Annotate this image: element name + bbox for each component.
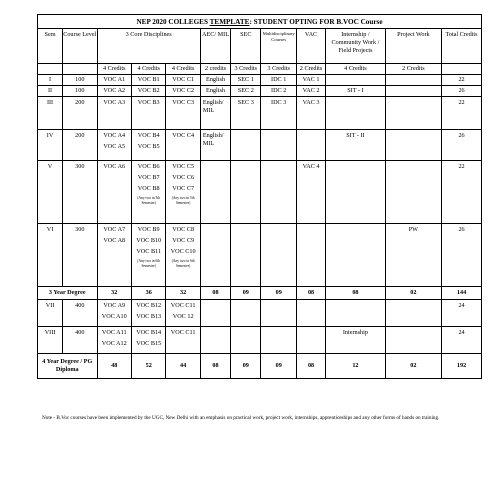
cell-sec: 09 <box>231 354 261 379</box>
cell-core-a: VOC A6 <box>97 161 131 224</box>
credit-cell: 4 Credits <box>166 64 200 75</box>
header-course-level: Course Level <box>63 29 97 64</box>
credit-cell: 4 Credits <box>97 64 131 75</box>
cell-project <box>385 97 441 130</box>
table-row <box>38 97 482 130</box>
cell-core-b <box>131 327 165 354</box>
cell-idc: IDC 3 <box>261 97 297 130</box>
cell-internship: SIT - II <box>326 130 386 161</box>
core-b-item: VOC B14 <box>136 329 162 336</box>
cell-core-a: VOC A1 <box>97 75 131 86</box>
title-underlined: TEMPLATE <box>209 17 250 26</box>
cell-total: 192 <box>442 354 482 379</box>
credit-cell: 4 Credits <box>131 64 165 75</box>
cell-core-b <box>131 300 165 327</box>
cell-idc <box>261 161 297 224</box>
cell-sem: III <box>38 97 63 130</box>
cell-total: 26 <box>442 130 482 161</box>
cell-level: 200 <box>63 97 97 130</box>
core-a-item: VOC A12 <box>101 340 127 347</box>
cell-core-b <box>131 224 165 287</box>
core-c-item: VOC C9 <box>172 237 195 244</box>
table-row <box>38 130 482 161</box>
cell-aec: 08 <box>200 354 230 379</box>
cell-core-c <box>166 300 200 327</box>
cell-internship: 08 <box>326 287 386 300</box>
cell-idc <box>261 300 297 327</box>
core-c-note: (Any two in 5th Semester) <box>171 196 195 205</box>
cell-core-b: 52 <box>131 354 165 379</box>
cell-level: 200 <box>63 130 97 161</box>
cell-internship: SIT - I <box>326 86 386 97</box>
cell-project <box>385 86 441 97</box>
cell-sem: VIII <box>38 327 63 354</box>
cell-project: 02 <box>385 354 441 379</box>
core-b-note: (Any two in 5th Semester) <box>137 196 161 205</box>
cell-sem: I <box>38 75 63 86</box>
cell-vac <box>296 300 325 327</box>
cell-idc <box>261 224 297 287</box>
cell-internship <box>326 75 386 86</box>
footnote: Note - B.Voc courses have been implemented by the UGC, New Delhi with an emphasis on practical work, project work, internships, apprenticeships and any other forms of hands on training. <box>42 415 440 421</box>
cell-core-b: VOC B3 <box>131 97 165 130</box>
credit-cell: 3 Credits <box>231 64 261 75</box>
cell-vac <box>296 224 325 287</box>
table-row <box>38 300 482 327</box>
cell-project <box>385 161 441 224</box>
cell-vac: VAC 1 <box>296 75 325 86</box>
cell-degree-label: 3 Year Degree <box>38 287 98 300</box>
table-row-total <box>38 287 482 300</box>
course-template-table <box>37 14 482 379</box>
core-c-item: VOC 12 <box>172 313 194 320</box>
core-c-item: VOC C7 <box>172 185 195 192</box>
cell-idc: 09 <box>261 287 297 300</box>
credit-cell: 2 credits <box>200 64 230 75</box>
cell-aec <box>200 300 230 327</box>
cell-idc <box>261 327 297 354</box>
cell-core-c: 32 <box>166 287 200 300</box>
core-b-note: (Any two in 6th Semester) <box>137 259 161 268</box>
cell-core-b: VOC B1 <box>131 75 165 86</box>
core-b-item: VOC B8 <box>137 185 160 192</box>
cell-aec <box>200 224 230 287</box>
cell-total: 22 <box>442 75 482 86</box>
cell-level: 400 <box>63 300 97 327</box>
core-b-item: VOC B12 <box>136 302 162 309</box>
cell-core-a <box>97 224 131 287</box>
table-row <box>38 327 482 354</box>
core-a-item: VOC A9 <box>103 302 126 309</box>
cell-idc: IDC 1 <box>261 75 297 86</box>
cell-total: 24 <box>442 327 482 354</box>
cell-level: 300 <box>63 161 97 224</box>
cell-idc <box>261 130 297 161</box>
header-vac: VAC <box>296 29 325 64</box>
cell-degree-label: 4 Year Degree / PG Diploma <box>38 354 98 379</box>
cell-project <box>385 327 441 354</box>
core-c-item: VOC C6 <box>172 174 195 181</box>
cell-total: 26 <box>442 86 482 97</box>
credit-cell-empty <box>442 64 482 75</box>
cell-project <box>385 75 441 86</box>
cell-aec: English <box>200 86 230 97</box>
cell-core-a: 32 <box>97 287 131 300</box>
core-c-item: VOC C5 <box>172 163 195 170</box>
core-b-item: VOC B4 <box>137 132 160 139</box>
header-core-disciplines: 3 Core Disciplines <box>97 29 200 64</box>
core-b-item: VOC B11 <box>136 248 162 255</box>
cell-core-b: VOC B2 <box>131 86 165 97</box>
cell-internship <box>326 300 386 327</box>
table-row <box>38 224 482 287</box>
core-a-item: VOC A5 <box>103 143 126 150</box>
cell-core-a: VOC A3 <box>97 97 131 130</box>
core-b-item: VOC B7 <box>137 174 160 181</box>
cell-sec: 09 <box>231 287 261 300</box>
core-b-item: VOC B10 <box>136 237 162 244</box>
cell-sec <box>231 161 261 224</box>
title-prefix: NEP 2020 COLLEGES <box>136 17 210 26</box>
core-b-item: VOC B9 <box>137 226 160 233</box>
cell-sem: V <box>38 161 63 224</box>
cell-sec <box>231 130 261 161</box>
cell-vac <box>296 327 325 354</box>
cell-core-c: VOC C11 <box>166 327 200 354</box>
title-suffix: : STUDENT OPTING FOR B.VOC Course <box>249 17 383 26</box>
credit-cell: 2 Credits <box>296 64 325 75</box>
header-aec: AEC/ MIL <box>200 29 230 64</box>
core-c-item: VOC C10 <box>170 248 196 255</box>
cell-core-c <box>166 224 200 287</box>
cell-internship <box>326 161 386 224</box>
table-row <box>38 75 482 86</box>
course-template-table-wrap <box>37 14 482 379</box>
cell-sec: SEC 3 <box>231 97 261 130</box>
cell-sem: II <box>38 86 63 97</box>
cell-sem: VII <box>38 300 63 327</box>
cell-core-c: VOC C2 <box>166 86 200 97</box>
cell-aec <box>200 327 230 354</box>
table-title <box>38 15 482 29</box>
cell-total: 24 <box>442 300 482 327</box>
core-b-item: VOC B6 <box>137 163 160 170</box>
header-sec: SEC <box>231 29 261 64</box>
cell-internship <box>326 97 386 130</box>
cell-core-c: 44 <box>166 354 200 379</box>
cell-aec: English/ MIL <box>200 130 230 161</box>
table-row <box>38 161 482 224</box>
cell-sem: IV <box>38 130 63 161</box>
cell-core-b <box>131 130 165 161</box>
cell-vac: VAC 3 <box>296 97 325 130</box>
core-a-item: VOC A11 <box>101 329 127 336</box>
cell-total: 26 <box>442 224 482 287</box>
cell-core-a: 48 <box>97 354 131 379</box>
cell-vac: 08 <box>296 354 325 379</box>
core-b-item: VOC B15 <box>136 340 162 347</box>
cell-aec: English/ MIL <box>200 97 230 130</box>
core-a-item: VOC A8 <box>103 237 126 244</box>
core-b-item: VOC B13 <box>136 313 162 320</box>
header-multidisciplinary: Multidisciplinary Courses <box>261 29 297 64</box>
cell-core-b: 36 <box>131 287 165 300</box>
credit-cell-empty <box>63 64 97 75</box>
credit-cell: 2 Credits <box>385 64 441 75</box>
cell-core-b <box>131 161 165 224</box>
core-c-note: (Any two in 6th Semester) <box>171 259 195 268</box>
cell-total: 22 <box>442 161 482 224</box>
core-a-item: VOC A7 <box>103 226 126 233</box>
cell-project: PW <box>385 224 441 287</box>
cell-aec <box>200 161 230 224</box>
cell-aec: 08 <box>200 287 230 300</box>
cell-vac <box>296 130 325 161</box>
cell-internship: Internship <box>326 327 386 354</box>
cell-vac: VAC 2 <box>296 86 325 97</box>
cell-vac: VAC 4 <box>296 161 325 224</box>
credit-cell: 4 Credits <box>326 64 386 75</box>
cell-total: 22 <box>442 97 482 130</box>
cell-core-c: VOC C3 <box>166 97 200 130</box>
cell-internship: 12 <box>326 354 386 379</box>
cell-internship <box>326 224 386 287</box>
credit-cell: 3 Credits <box>261 64 297 75</box>
cell-core-c: VOC C4 <box>166 130 200 161</box>
cell-sec <box>231 224 261 287</box>
cell-aec: English <box>200 75 230 86</box>
cell-total: 144 <box>442 287 482 300</box>
table-row <box>38 86 482 97</box>
core-b-item: VOC B5 <box>137 143 160 150</box>
cell-core-a <box>97 327 131 354</box>
cell-core-a <box>97 130 131 161</box>
cell-idc: IDC 2 <box>261 86 297 97</box>
cell-sec: SEC 1 <box>231 75 261 86</box>
cell-core-c: VOC C1 <box>166 75 200 86</box>
credit-cell-empty <box>38 64 63 75</box>
cell-level: 400 <box>63 327 97 354</box>
header-sem: Sem <box>38 29 63 64</box>
cell-project <box>385 130 441 161</box>
core-c-item: VOC C8 <box>172 226 195 233</box>
cell-project: 02 <box>385 287 441 300</box>
cell-core-a <box>97 300 131 327</box>
cell-sec: SEC 2 <box>231 86 261 97</box>
cell-level: 300 <box>63 224 97 287</box>
cell-idc: 09 <box>261 354 297 379</box>
table-row-total <box>38 354 482 379</box>
header-internship: Internship / Community Work / Field Projects <box>326 29 386 64</box>
core-a-item: VOC A10 <box>101 313 127 320</box>
cell-core-a: VOC A2 <box>97 86 131 97</box>
cell-core-c <box>166 161 200 224</box>
header-total-credits: Total Credits <box>442 29 482 64</box>
core-c-item: VOC C11 <box>170 302 196 309</box>
cell-project <box>385 300 441 327</box>
header-project-work: Project Work <box>385 29 441 64</box>
core-a-item: VOC A4 <box>103 132 126 139</box>
cell-level: 100 <box>63 75 97 86</box>
cell-level: 100 <box>63 86 97 97</box>
cell-sem: VI <box>38 224 63 287</box>
cell-sec <box>231 327 261 354</box>
cell-sec <box>231 300 261 327</box>
cell-vac: 08 <box>296 287 325 300</box>
